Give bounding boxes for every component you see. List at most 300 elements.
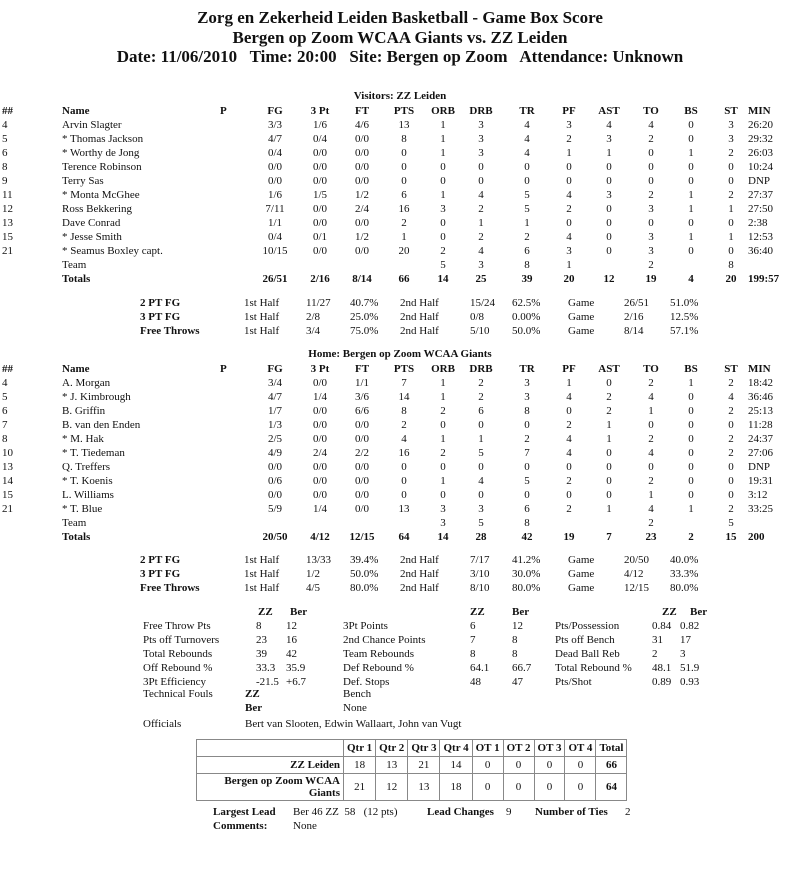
- stat-cell: 0: [648, 161, 654, 173]
- stat-cell: 0/0: [312, 217, 328, 229]
- player-name: * Thomas Jackson: [62, 133, 144, 145]
- table-row: [0, 376, 800, 390]
- stat-cell: 3: [606, 133, 612, 145]
- stat-cell: 26:20: [748, 119, 774, 131]
- stat-cell: 5/9: [267, 503, 283, 515]
- stats-label: 3Pt Points: [343, 620, 388, 632]
- stat-cell: 0: [440, 419, 446, 431]
- table-row: [0, 418, 800, 432]
- stat-cell: 5: [524, 203, 530, 215]
- player-name: * Monta McGhee: [62, 189, 140, 201]
- column-header: 3 Pt: [310, 105, 330, 117]
- stat-cell: 3: [478, 503, 484, 515]
- column-header: ST: [724, 363, 738, 375]
- stat-cell: 0/0: [312, 405, 328, 417]
- quarter-score: 0: [565, 757, 596, 774]
- officials-label: Officials: [143, 718, 182, 730]
- stats-value: 33.3: [256, 662, 276, 674]
- quarter-team: Bergen op Zoom WCAA Giants: [197, 774, 344, 801]
- stat-cell: 0/0: [354, 419, 370, 431]
- stat-cell: 13: [2, 217, 13, 229]
- score-by-quarter-table: [196, 739, 627, 801]
- split-cell: 40.0%: [670, 554, 699, 566]
- split-cell: 50.0%: [512, 325, 541, 337]
- header-row: [0, 362, 800, 376]
- column-header: DRB: [469, 105, 493, 117]
- column-header: ST: [724, 105, 738, 117]
- stat-cell: 0/0: [312, 377, 328, 389]
- stat-cell: 0/0: [312, 175, 328, 187]
- stat-cell: 1: [401, 231, 407, 243]
- stat-cell: 0: [728, 175, 734, 187]
- stat-cell: 1: [688, 147, 694, 159]
- stat-cell: 12: [2, 203, 13, 215]
- stats-value: 0.89: [652, 676, 672, 688]
- stats-value: 6: [470, 620, 476, 632]
- stat-cell: 0: [728, 489, 734, 501]
- stat-cell: 2: [440, 405, 446, 417]
- player-name: Totals: [62, 531, 91, 543]
- stats-label: Pts off Turnovers: [143, 634, 220, 646]
- stat-cell: 4: [566, 391, 572, 403]
- split-cell: 75.0%: [350, 325, 379, 337]
- split-cell: 30.0%: [512, 568, 541, 580]
- stats-team-head: Ber: [290, 606, 308, 618]
- visitors-title: Visitors: ZZ Leiden: [353, 90, 447, 102]
- stats-value: 42: [286, 648, 297, 660]
- stat-cell: 19: [645, 273, 657, 285]
- split-cell: 26/51: [624, 297, 650, 309]
- stats-value: 7: [470, 634, 476, 646]
- stat-cell: 0: [566, 489, 572, 501]
- quarter-corner: [197, 740, 344, 757]
- quarter-score: 13: [408, 774, 440, 801]
- stat-cell: 0: [648, 419, 654, 431]
- stat-cell: 4: [2, 377, 8, 389]
- table-row: [0, 502, 800, 516]
- stat-cell: 2: [606, 391, 612, 403]
- stat-cell: 36:40: [748, 245, 774, 257]
- stat-cell: 16: [398, 447, 410, 459]
- split-cell: 13/33: [306, 554, 332, 566]
- stat-cell: 2: [606, 405, 612, 417]
- stat-cell: 0: [688, 391, 694, 403]
- stat-cell: 1: [478, 217, 484, 229]
- table-row: [0, 146, 800, 160]
- stats-label: Free Throw Pts: [143, 620, 211, 632]
- stat-cell: 0/0: [267, 175, 283, 187]
- stat-cell: 3: [648, 203, 654, 215]
- stat-cell: 1/5: [312, 189, 328, 201]
- stat-cell: 2: [478, 203, 484, 215]
- stat-cell: 4: [524, 119, 530, 131]
- stat-cell: 4: [401, 433, 407, 445]
- player-name: Ross Bekkering: [62, 203, 132, 215]
- column-header: P: [220, 363, 227, 375]
- column-header: DRB: [469, 363, 493, 375]
- stat-cell: 0/0: [354, 147, 370, 159]
- stat-cell: 4: [648, 119, 654, 131]
- stat-cell: 0/0: [312, 461, 328, 473]
- stats-label: 2nd Chance Points: [343, 634, 426, 646]
- stat-cell: 4: [478, 189, 484, 201]
- stat-cell: 1: [688, 231, 694, 243]
- quarter-head: Qtr 1: [344, 740, 376, 757]
- stat-cell: 7: [2, 419, 8, 431]
- stat-cell: 1: [606, 433, 612, 445]
- split-cell: 2nd Half: [400, 554, 439, 566]
- stat-cell: 6: [401, 189, 407, 201]
- stat-cell: 0/0: [354, 433, 370, 445]
- stat-cell: 4: [648, 447, 654, 459]
- stat-cell: 1: [478, 433, 484, 445]
- stat-cell: 1: [440, 119, 446, 131]
- stat-cell: 0: [688, 447, 694, 459]
- stat-cell: 2: [401, 419, 407, 431]
- stat-cell: 1: [440, 433, 446, 445]
- stat-cell: 7: [606, 531, 612, 543]
- stats-value: 66.7: [512, 662, 532, 674]
- split-cell: 1st Half: [244, 582, 280, 594]
- stats-header-row: [0, 605, 800, 619]
- stat-cell: 0: [728, 475, 734, 487]
- stat-cell: 0: [606, 461, 612, 473]
- stat-cell: 1: [440, 391, 446, 403]
- split-cell: 1st Half: [244, 568, 280, 580]
- split-label: 2 PT FG: [140, 554, 181, 566]
- quarter-row: [197, 757, 627, 774]
- stats-row: [0, 661, 800, 675]
- stat-cell: 3: [728, 133, 734, 145]
- stat-cell: 3: [440, 203, 446, 215]
- column-header: P: [220, 105, 227, 117]
- stat-cell: 19: [563, 531, 575, 543]
- table-row: [0, 188, 800, 202]
- split-cell: 2nd Half: [400, 582, 439, 594]
- stat-cell: 3:12: [748, 489, 768, 501]
- stat-cell: 0/0: [354, 217, 370, 229]
- stat-cell: 0: [728, 419, 734, 431]
- stat-cell: 0/0: [312, 433, 328, 445]
- stat-cell: 1/4: [312, 391, 328, 403]
- stat-cell: 8: [2, 161, 8, 173]
- stat-cell: 0/0: [354, 503, 370, 515]
- stat-cell: 3: [606, 189, 612, 201]
- split-cell: 2nd Half: [400, 325, 439, 337]
- stat-cell: 0/0: [354, 161, 370, 173]
- column-header: BS: [684, 363, 698, 375]
- stat-cell: 0: [440, 161, 446, 173]
- stat-cell: 3: [524, 377, 530, 389]
- stats-team-head: Ber: [512, 606, 530, 618]
- column-header: FT: [354, 105, 370, 117]
- stat-cell: 1: [566, 259, 572, 271]
- table-row: [0, 118, 800, 132]
- quarter-score: 13: [376, 757, 408, 774]
- split-row: [0, 553, 800, 567]
- lead-changes-label: Lead Changes: [427, 806, 494, 818]
- stats-label: Def. Stops: [343, 676, 390, 688]
- stat-cell: 1/3: [267, 419, 283, 431]
- stat-cell: 1/1: [267, 217, 283, 229]
- team-stats-comparison: [0, 605, 800, 689]
- stat-cell: 0/6: [267, 475, 283, 487]
- stat-cell: 0/0: [354, 133, 370, 145]
- player-name: B. van den Enden: [62, 419, 141, 431]
- player-name: L. Williams: [62, 489, 114, 501]
- split-cell: 1st Half: [244, 297, 280, 309]
- stat-cell: 0: [688, 161, 694, 173]
- split-cell: 80.0%: [350, 582, 379, 594]
- split-label: Free Throws: [140, 582, 200, 594]
- stat-cell: 0: [688, 433, 694, 445]
- stat-cell: 1: [688, 203, 694, 215]
- split-cell: Game: [568, 297, 595, 309]
- stat-cell: 4: [2, 119, 8, 131]
- column-header: FG: [267, 105, 283, 117]
- stat-cell: 4: [524, 147, 530, 159]
- stat-cell: 0/0: [354, 489, 370, 501]
- quarter-score: 0: [534, 774, 565, 801]
- stats-label: Pts off Bench: [555, 634, 615, 646]
- stat-cell: 26/51: [262, 273, 288, 285]
- stat-cell: 199:57: [748, 273, 780, 285]
- matchup-title: Bergen op Zoom WCAA Giants vs. ZZ Leiden: [232, 28, 568, 47]
- stat-cell: 0: [606, 377, 612, 389]
- stat-cell: 0: [648, 461, 654, 473]
- stat-cell: 0: [688, 133, 694, 145]
- quarter-row: [197, 774, 627, 801]
- stat-cell: 66: [398, 273, 410, 285]
- stat-cell: 21: [2, 245, 13, 257]
- split-row: [0, 567, 800, 581]
- stat-cell: 0/0: [354, 461, 370, 473]
- split-cell: 8/10: [470, 582, 490, 594]
- stat-cell: 19:31: [748, 475, 774, 487]
- quarter-head: Qtr 2: [376, 740, 408, 757]
- stat-cell: 12: [603, 273, 615, 285]
- stat-cell: 1: [440, 189, 446, 201]
- stat-cell: 4: [728, 391, 734, 403]
- split-cell: 50.0%: [350, 568, 379, 580]
- split-cell: 7/17: [470, 554, 490, 566]
- home-box-score: [0, 362, 800, 544]
- stat-cell: 2:38: [748, 217, 768, 229]
- stats-value: 0.82: [680, 620, 700, 632]
- stat-cell: 39: [521, 273, 533, 285]
- stat-cell: 4/12: [310, 531, 330, 543]
- stat-cell: 28: [475, 531, 487, 543]
- stat-cell: 0: [606, 203, 612, 215]
- stat-cell: 2: [728, 377, 734, 389]
- stat-cell: 4: [606, 119, 612, 131]
- split-cell: 51.0%: [670, 297, 699, 309]
- stat-cell: 2: [648, 377, 654, 389]
- column-header: FG: [267, 363, 283, 375]
- stat-cell: 5: [524, 189, 530, 201]
- stat-cell: 1/6: [312, 119, 328, 131]
- stat-cell: 10: [2, 447, 13, 459]
- stat-cell: 14: [437, 531, 449, 543]
- stat-cell: 1: [606, 503, 612, 515]
- stat-cell: 0: [648, 217, 654, 229]
- column-header: BS: [684, 105, 698, 117]
- officials-names: Bert van Slooten, Edwin Wallaart, John van Vugt: [245, 718, 462, 730]
- stat-cell: 200: [748, 531, 765, 543]
- stat-cell: 1/2: [354, 231, 370, 243]
- stats-value: 31: [652, 634, 663, 646]
- technical-ber: Ber: [245, 702, 263, 714]
- stat-cell: 7: [401, 377, 407, 389]
- quarter-head: Qtr 3: [408, 740, 440, 757]
- stats-label: Def Rebound %: [343, 662, 414, 674]
- stat-cell: 1: [440, 475, 446, 487]
- column-header: TR: [519, 105, 535, 117]
- stat-cell: 64: [398, 531, 410, 543]
- split-label: 2 PT FG: [140, 297, 181, 309]
- player-name: * T. Koenis: [62, 475, 113, 487]
- visitors-shooting-splits: [0, 296, 800, 338]
- stat-cell: 2: [648, 133, 654, 145]
- stat-cell: 0: [688, 461, 694, 473]
- quarter-head: OT 3: [534, 740, 565, 757]
- stat-cell: 2: [728, 447, 734, 459]
- quarter-score: 0: [565, 774, 596, 801]
- stat-cell: 6: [524, 245, 530, 257]
- stats-row: [0, 619, 800, 633]
- stat-cell: 4/7: [267, 391, 283, 403]
- stat-cell: 0: [606, 231, 612, 243]
- column-header: PTS: [393, 363, 415, 375]
- stats-value: 64.1: [470, 662, 490, 674]
- stat-cell: 0/4: [312, 133, 328, 145]
- stats-value: 0.93: [680, 676, 700, 688]
- stat-cell: 0: [688, 419, 694, 431]
- stat-cell: 1: [440, 377, 446, 389]
- column-header: 3 Pt: [310, 363, 330, 375]
- column-header: ORB: [431, 363, 455, 375]
- column-header: TO: [643, 105, 659, 117]
- stat-cell: 0: [401, 147, 407, 159]
- player-name: A. Morgan: [62, 377, 111, 389]
- stat-cell: 1: [728, 203, 734, 215]
- player-name: * T. Blue: [62, 503, 103, 515]
- stats-value: 8: [470, 648, 476, 660]
- stat-cell: DNP: [748, 175, 771, 187]
- table-row: [0, 174, 800, 188]
- stat-cell: 2: [648, 259, 654, 271]
- stats-value: 8: [512, 648, 518, 660]
- largest-lead-value: Ber 46 ZZ 58 (12 pts): [293, 806, 398, 818]
- largest-lead-label: Largest Lead: [213, 806, 276, 818]
- stat-cell: 0: [478, 419, 484, 431]
- stats-label: Total Rebound %: [555, 662, 632, 674]
- stat-cell: 2: [728, 147, 734, 159]
- stats-label: Total Rebounds: [143, 648, 213, 660]
- stat-cell: 0: [566, 405, 572, 417]
- stat-cell: 0: [688, 405, 694, 417]
- table-row: [0, 216, 800, 230]
- split-cell: 80.0%: [670, 582, 699, 594]
- stat-cell: 4: [688, 273, 694, 285]
- column-header: PTS: [393, 105, 415, 117]
- technical-zz: ZZ: [245, 688, 260, 700]
- stat-cell: 25:13: [748, 405, 774, 417]
- comments-value: None: [293, 820, 317, 832]
- split-cell: 3/10: [470, 568, 490, 580]
- table-row: [0, 516, 800, 530]
- stats-value: 47: [512, 676, 523, 688]
- stat-cell: 5: [728, 517, 734, 529]
- stats-value: -21.5: [256, 676, 279, 688]
- stat-cell: 4/9: [267, 447, 283, 459]
- stat-cell: 2: [566, 133, 572, 145]
- player-name: Arvin Slagter: [62, 119, 122, 131]
- quarter-score: 18: [440, 774, 472, 801]
- split-cell: 5/10: [470, 325, 490, 337]
- split-row: [0, 296, 800, 310]
- stat-cell: 0: [440, 175, 446, 187]
- comments-label: Comments:: [213, 820, 268, 832]
- table-row: [0, 404, 800, 418]
- column-header: PF: [562, 363, 576, 375]
- stats-value: 23: [256, 634, 267, 646]
- player-name: Team: [62, 517, 87, 529]
- stat-cell: 15: [2, 231, 13, 243]
- stat-cell: 4: [566, 433, 572, 445]
- quarter-header-row: [197, 740, 627, 757]
- stat-cell: 3/4: [267, 377, 283, 389]
- column-header: Name: [62, 105, 90, 117]
- quarter-score: 64: [596, 774, 627, 801]
- split-row: [0, 310, 800, 324]
- stat-cell: 2: [566, 419, 572, 431]
- stat-cell: 0: [648, 175, 654, 187]
- stat-cell: 6: [2, 147, 8, 159]
- stat-cell: 4: [478, 475, 484, 487]
- split-row: [0, 581, 800, 595]
- split-label: Free Throws: [140, 325, 200, 337]
- stats-value: 51.9: [680, 662, 700, 674]
- quarter-score: 18: [344, 757, 376, 774]
- stat-cell: 6: [2, 405, 8, 417]
- table-row: [0, 160, 800, 174]
- stat-cell: 0: [728, 245, 734, 257]
- split-cell: 2/8: [306, 311, 321, 323]
- stat-cell: 8: [401, 133, 407, 145]
- stat-cell: 2: [648, 475, 654, 487]
- stat-cell: 12:53: [748, 231, 774, 243]
- stat-cell: 0/1: [312, 231, 328, 243]
- quarter-score: 66: [596, 757, 627, 774]
- stat-cell: 3: [440, 517, 446, 529]
- stat-cell: 0: [606, 245, 612, 257]
- player-name: * Worthy de Jong: [62, 147, 140, 159]
- quarter-score: 14: [440, 757, 472, 774]
- stat-cell: 20: [563, 273, 575, 285]
- stat-cell: 4: [524, 133, 530, 145]
- stat-cell: 26:03: [748, 147, 774, 159]
- stat-cell: 16: [398, 203, 410, 215]
- stat-cell: 0: [401, 475, 407, 487]
- stat-cell: 3: [648, 245, 654, 257]
- stats-value: +6.7: [286, 676, 306, 688]
- split-cell: 40.7%: [350, 297, 379, 309]
- stat-cell: 15: [2, 489, 13, 501]
- stat-cell: 0/0: [267, 161, 283, 173]
- stats-value: 2: [652, 648, 658, 660]
- player-name: * Seamus Boxley capt.: [62, 245, 163, 257]
